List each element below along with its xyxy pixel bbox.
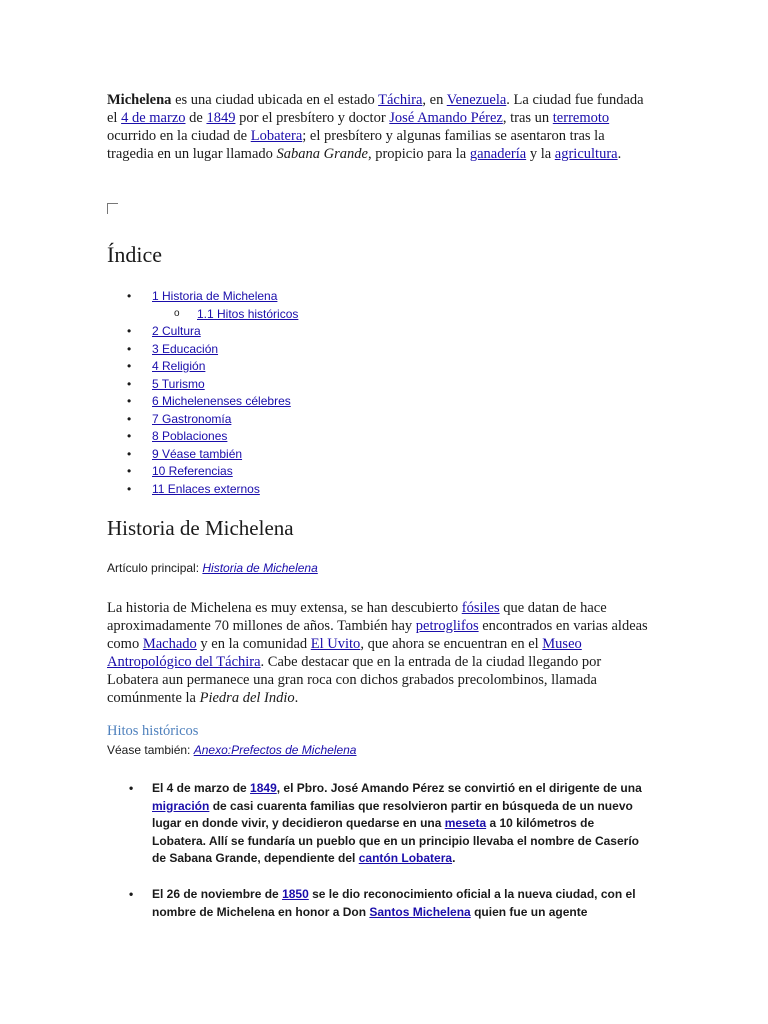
- link-tachira[interactable]: Táchira: [378, 92, 423, 108]
- intro-text: ; el presbítero y algunas familias se asentaron tras la tragedia en un lugar llamado: [107, 128, 605, 162]
- bullet-icon: •: [127, 324, 132, 338]
- bullet-text: El 26 de noviembre de: [152, 887, 283, 901]
- toc-link-poblaciones[interactable]: 8 Poblaciones: [152, 429, 228, 443]
- bullet-text: El 4 de marzo de: [152, 781, 251, 795]
- bullet-icon: •: [127, 359, 132, 373]
- bullet-icon: •: [127, 411, 132, 426]
- intro-text: , en: [422, 92, 447, 108]
- intro-paragraph: [107, 91, 652, 163]
- bullet-icon: •: [127, 429, 132, 443]
- see-also-label: Véase también:: [107, 743, 194, 757]
- link-agricultura[interactable]: agricultura: [554, 146, 618, 162]
- link-meseta[interactable]: meseta: [444, 816, 487, 831]
- subsection-heading-hitos: Hitos históricos: [107, 723, 199, 739]
- toc-link-educacion[interactable]: 3 Educación: [152, 341, 219, 356]
- link-migracion[interactable]: migración: [152, 798, 210, 813]
- intro-text: ocurrido en la ciudad de: [107, 128, 251, 144]
- historia-text: .: [294, 690, 299, 706]
- link-fosiles[interactable]: fósiles: [461, 600, 500, 616]
- historia-italic-piedra: Piedra del Indio: [199, 690, 295, 706]
- toc-heading: Índice: [107, 242, 162, 267]
- bullet-text: de casi cuarenta familias que resolvieron partir en búsqueda de un nuevo lugar en donde vivir, y decidieron quedarse en una: [152, 798, 633, 831]
- link-4-de-marzo[interactable]: 4 de marzo: [121, 110, 186, 126]
- toc-link-gastronomia[interactable]: 7 Gastronomía: [152, 411, 232, 426]
- intro-text: . La ciudad fue fundada el: [107, 92, 644, 126]
- bullet-icon: •: [129, 781, 134, 795]
- list-item-text: [152, 780, 648, 868]
- intro-text: por el presbítero y doctor: [235, 110, 390, 126]
- toc-link-hitos[interactable]: 1.1 Hitos históricos: [197, 306, 299, 321]
- intro-text: .: [617, 146, 622, 162]
- toc-link-celebres[interactable]: 6 Michelenenses célebres: [152, 394, 291, 408]
- link-1849[interactable]: 1849: [206, 110, 236, 126]
- toc-link-vease[interactable]: 9 Véase también: [152, 446, 243, 461]
- historia-text: que datan de hace aproximadamente 70 millones de años. También hay: [107, 600, 607, 634]
- bullet-text: quien fue un agente: [470, 904, 588, 919]
- toc-link-cultura[interactable]: 2 Cultura: [152, 324, 201, 338]
- main-article-label: Artículo principal:: [107, 561, 203, 575]
- section-heading-historia: Historia de Michelena: [107, 516, 294, 540]
- intro-text: y la: [526, 146, 555, 162]
- bullet-icon: •: [127, 341, 132, 356]
- link-1850[interactable]: 1850: [282, 887, 309, 901]
- bullet-icon: •: [127, 464, 132, 478]
- link-machado[interactable]: Machado: [142, 636, 197, 652]
- link-terremoto[interactable]: terremoto: [552, 110, 610, 126]
- intro-text: , propicio para la: [367, 146, 470, 162]
- historia-text: encontrados en varias aldeas como: [107, 618, 648, 652]
- intro-text: es una ciudad ubicada en el estado: [171, 92, 379, 108]
- toc-link-historia[interactable]: 1 Historia de Michelena: [152, 289, 278, 303]
- bullet-icon: •: [127, 376, 132, 391]
- intro-bold-name: Michelena: [107, 92, 172, 108]
- toc-link-religion[interactable]: 4 Religión: [152, 359, 206, 373]
- broken-image-icon: [107, 203, 118, 214]
- historia-text: . Cabe destacar que en la entrada de la ciudad llegando por Lobatera aun permanece una gran roca con dichos grabados precolombinos, llamada comúnmente la: [107, 654, 602, 706]
- bullet-text: a 10 kilómetros de Lobatera. Allí se fundaría un pueblo que en un principio llevaba el nombre de Caserío de Sabana Grande, dependiente del: [152, 816, 639, 866]
- bullet-icon: •: [127, 446, 132, 461]
- intro-text: , tras un: [502, 110, 553, 126]
- link-canton-lobatera[interactable]: cantón Lobatera: [358, 851, 453, 866]
- link-museo-antropologico[interactable]: Museo Antropológico del Táchira: [107, 636, 582, 670]
- historia-text: , que ahora se encuentran en el: [360, 636, 543, 652]
- toc-link-enlaces[interactable]: 11 Enlaces externos: [152, 481, 260, 496]
- link-santos-michelena[interactable]: Santos Michelena: [369, 904, 471, 919]
- list-item-text: [152, 886, 648, 921]
- link-el-uvito[interactable]: El Uvito: [310, 636, 361, 652]
- bullet-text: se le dio reconocimiento oficial a la nueva ciudad, con el nombre de Michelena en honor a Don: [152, 887, 636, 919]
- sub-bullet-icon: o: [174, 307, 180, 319]
- link-lobatera[interactable]: Lobatera: [250, 128, 303, 144]
- bullet-icon: •: [127, 289, 132, 303]
- bullet-icon: •: [127, 481, 132, 496]
- historia-text: y en la comunidad: [196, 636, 311, 652]
- historia-paragraph: [107, 599, 652, 707]
- link-1849-b[interactable]: 1849: [250, 781, 277, 795]
- bullet-icon: •: [129, 887, 134, 901]
- link-venezuela[interactable]: Venezuela: [446, 92, 507, 108]
- bullet-icon: •: [127, 394, 132, 408]
- link-ganaderia[interactable]: ganadería: [469, 146, 527, 162]
- link-petroglifos[interactable]: petroglifos: [415, 618, 479, 634]
- intro-italic-sabana-grande: Sabana Grande: [276, 146, 368, 162]
- link-jose-amando-perez[interactable]: José Amando Pérez: [389, 110, 503, 126]
- intro-text: de: [185, 110, 207, 126]
- main-article-note: [107, 561, 318, 575]
- toc-link-turismo[interactable]: 5 Turismo: [152, 376, 205, 391]
- historia-text: La historia de Michelena es muy extensa, se han descubierto: [107, 600, 462, 616]
- bullet-text: , el Pbro. José Amando Pérez se convirtió en el dirigente de una: [276, 781, 642, 795]
- link-historia-de-michelena[interactable]: Historia de Michelena: [202, 561, 318, 575]
- toc-link-referencias[interactable]: 10 Referencias: [152, 464, 233, 478]
- see-also-note: [107, 743, 356, 757]
- bullet-text: .: [452, 851, 456, 866]
- link-anexo-prefectos[interactable]: Anexo:Prefectos de Michelena: [193, 743, 357, 757]
